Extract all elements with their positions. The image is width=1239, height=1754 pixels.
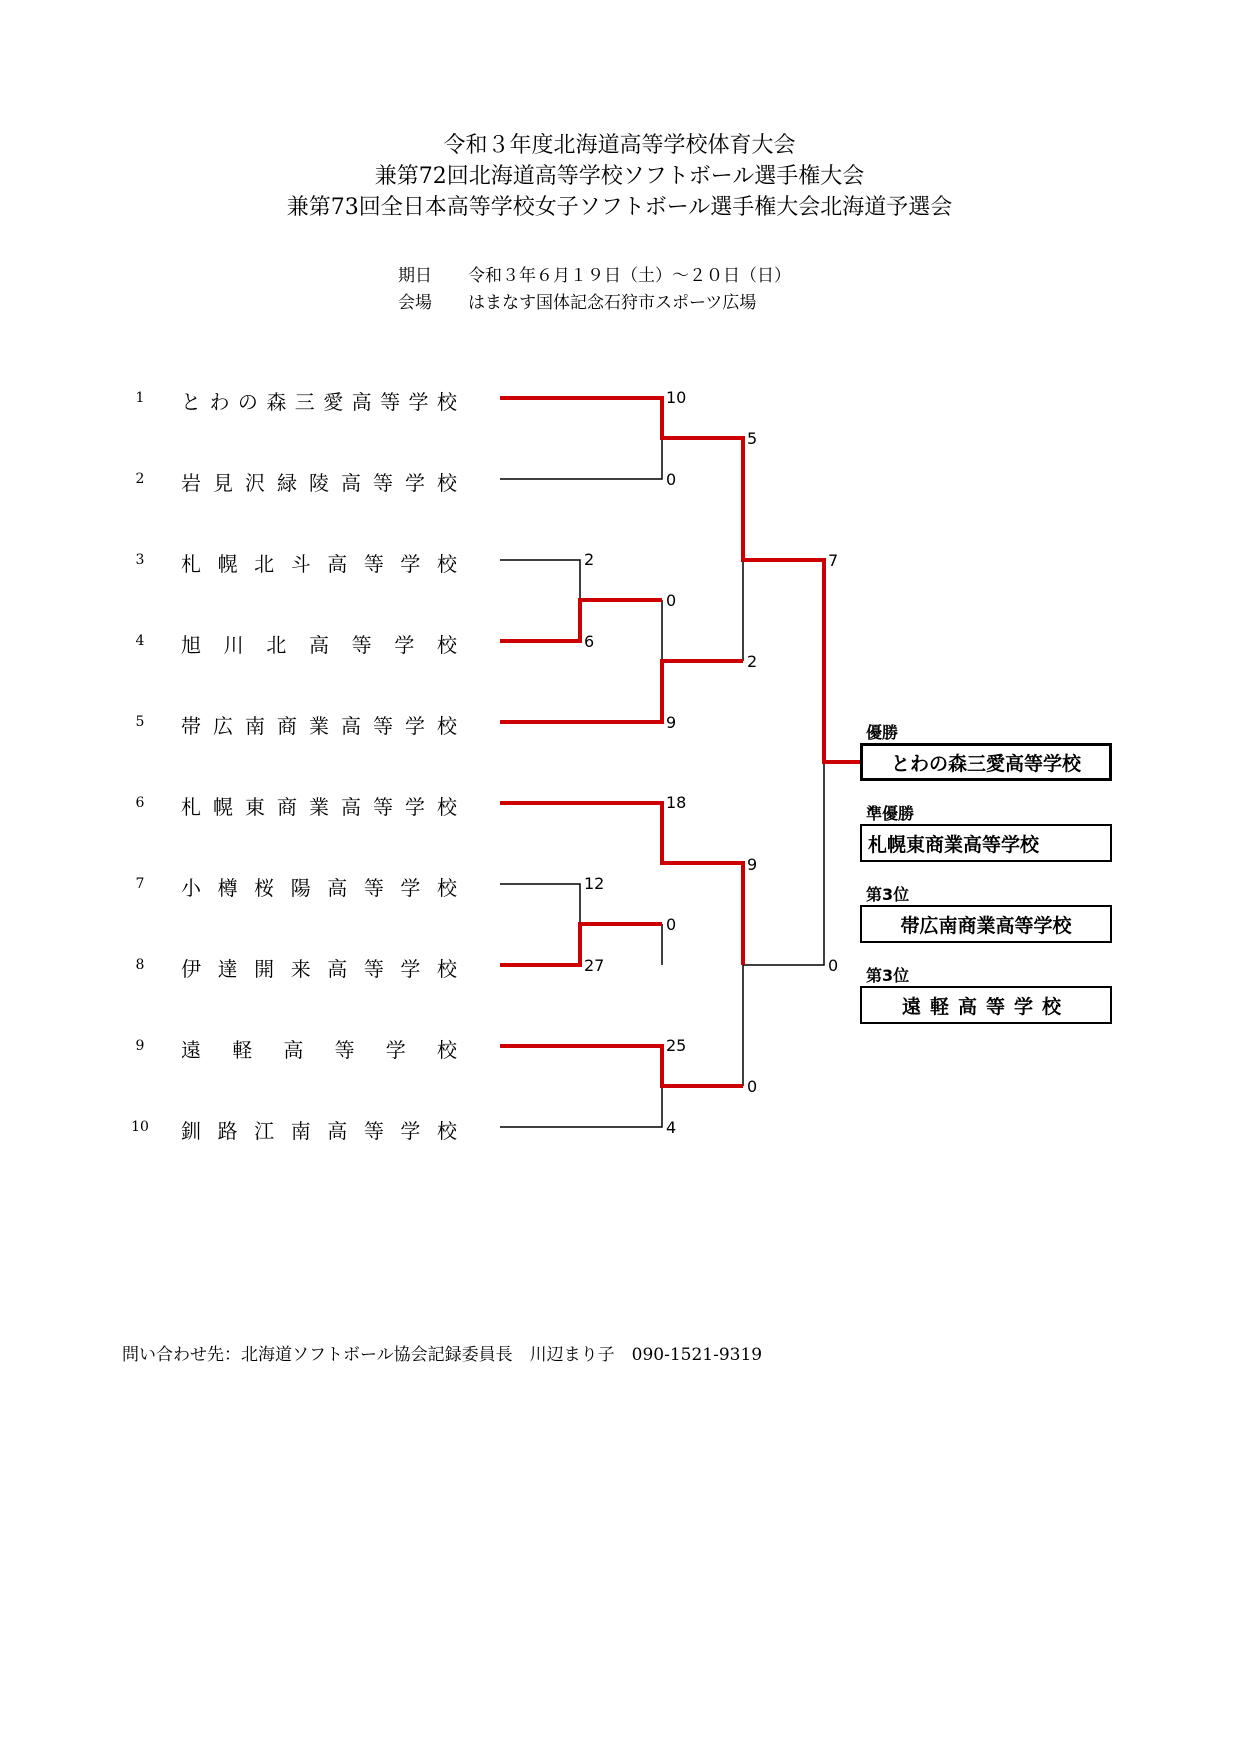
runner-up-label: 準優勝 (866, 804, 915, 823)
venue-label: 会場 (398, 293, 432, 313)
score: 4 (666, 1118, 677, 1137)
third-place-label: 第3位 (866, 966, 910, 985)
winner-line (500, 600, 662, 641)
team-name: 小樽桜陽高等学校 (181, 876, 457, 900)
score: 0 (747, 1077, 758, 1096)
venue-value: はまなす国体記念石狩市スポーツ広場 (468, 293, 757, 313)
date-value: 令和３年６月１９日（土）～２０日（日） (468, 266, 791, 286)
bracket-lines (500, 438, 824, 1127)
score: 0 (828, 956, 839, 975)
team-number: 5 (135, 714, 145, 730)
bracket-line (500, 1086, 662, 1127)
score: 6 (584, 632, 595, 651)
team-number: 2 (135, 471, 145, 487)
team-name: とわの森三愛高等学校 (181, 390, 457, 414)
team-number: 6 (135, 795, 145, 811)
third-place-box: 遠軽高等学校 (860, 986, 1112, 1024)
score: 9 (747, 855, 758, 874)
title-line-1: 令和３年度北海道高等学校体育大会 (443, 133, 796, 158)
winner-line (500, 1046, 743, 1086)
score: 5 (747, 429, 758, 448)
winner-line (500, 924, 662, 965)
champion-box: とわの森三愛高等学校 (860, 743, 1112, 781)
team-number: 10 (131, 1119, 149, 1135)
title-line-3: 兼第73回全日本高等学校女子ソフトボール選手権大会北海道予選会 (286, 195, 953, 220)
score: 25 (666, 1036, 687, 1055)
team-number: 8 (135, 957, 145, 973)
date-label: 期日 (398, 266, 432, 286)
team-number: 3 (135, 552, 145, 568)
team-name: 伊達開来高等学校 (181, 957, 457, 981)
score: 0 (666, 915, 677, 934)
runner-up-box: 札幌東商業高等学校 (860, 824, 1112, 862)
team-name: 旭川北高等学校 (181, 633, 457, 657)
team-number: 4 (135, 633, 145, 649)
team-name: 遠軽高等学校 (181, 1038, 457, 1062)
score: 2 (584, 550, 595, 569)
score: 0 (666, 470, 677, 489)
team-name: 帯広南商業高等学校 (181, 714, 457, 738)
team-name: 札幌東商業高等学校 (181, 795, 457, 819)
team-number: 9 (135, 1038, 145, 1054)
winner-lines (500, 398, 860, 1086)
title-line-2: 兼第72回北海道高等学校ソフトボール選手権大会 (374, 164, 865, 189)
team-number: 7 (135, 876, 145, 892)
winner-line (500, 398, 860, 762)
team-number: 1 (135, 390, 145, 406)
champion-label: 優勝 (866, 723, 899, 742)
score: 12 (584, 874, 605, 893)
score: 9 (666, 713, 677, 732)
team-name: 岩見沢緑陵高等学校 (181, 471, 457, 495)
score: 18 (666, 793, 687, 812)
score: 27 (584, 956, 605, 975)
winner-line (500, 661, 743, 722)
team-name: 釧路江南高等学校 (181, 1119, 457, 1143)
third-place-label: 第3位 (866, 885, 910, 904)
score: 0 (666, 591, 677, 610)
score: 7 (828, 551, 839, 570)
team-name: 札幌北斗高等学校 (181, 552, 457, 576)
contact-info: 問い合わせ先：北海道ソフトボール協会記録委員長 川辺まり子 090-1521-9319 (122, 1345, 763, 1365)
third-place-box: 帯広南商業高等学校 (860, 905, 1112, 943)
bracket-line (500, 438, 662, 479)
score: 2 (747, 652, 758, 671)
score: 10 (666, 388, 687, 407)
bracket-line (500, 560, 580, 600)
bracket-line (500, 884, 580, 924)
